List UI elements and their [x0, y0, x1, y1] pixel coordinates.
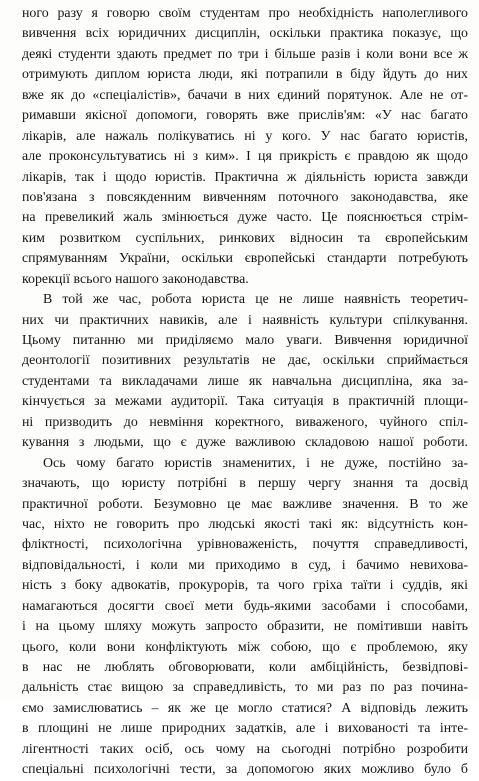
text-line: отримують диплом юриста люди, які потрапили в біду йдуть до них: [22, 67, 468, 83]
text-line: ного разу я говорю своїм студентам про необхідність наполегливого: [22, 6, 468, 21]
text-line: в нас не люблять обговорювати, коли амбіційність, безвідпові-: [22, 660, 468, 675]
text-line: час, ніхто не говорить про людські якості такі як: відсутність кон-: [22, 516, 468, 532]
text-line: дальність стає вищою за справедливість, то ми раз по раз починa-: [22, 680, 468, 696]
text-line: лігентності таких осіб, ось чому на сьогодні потрібно розробити: [22, 741, 468, 757]
text-line: значають, що юристу потрібні в першу чергу знання та досвід: [22, 476, 468, 492]
text-line: деякі студенти здають предмет по три і більше разів і коли вони все ж: [22, 46, 468, 62]
text-line: деонтології позитивних результатів не дає, оскільки сприймається: [22, 353, 468, 369]
text-line: ність з боку адвокатів, прокурорів, та чого гріха таїти і суддів, які: [22, 578, 468, 594]
text-line: ні призводить до невміння коректного, виваженого, чуйного спіл-: [22, 414, 468, 430]
text-line: ким розвитком суспільних, ринкових відносин та європейським: [22, 230, 468, 246]
document-body: [22, 4, 468, 781]
text-line: них чи практичних навиків, але і наявність культури спілкування.: [22, 312, 468, 328]
text-line: вже як до «спеціалістів», бачачи в них єдиний порятунок. Але не от-: [22, 87, 468, 103]
text-line: корекції всього нашого законодавства.: [22, 271, 249, 287]
paragraph-1: [22, 4, 468, 290]
text-line: в площині не лише природних задатків, але і вихованості та інте-: [22, 721, 468, 737]
text-line: практичної роботи. Безумовно це має важливе значення. В то же: [22, 496, 468, 512]
text-line: вивчення всіх юридичних дисциплін, оскільки практика показує, що: [22, 26, 468, 42]
text-line: на превеликий жаль змінюється дуже часто. Це пояснюється стрім-: [22, 210, 468, 226]
text-line: але проконсультуватись ні з ким». І ця прикрість є правдою як щодо: [22, 149, 468, 165]
text-line: Цьому питанню ми приділяємо мало уваги. Вивчення юридичної: [22, 333, 468, 348]
text-line: відповідальності, і коли ми приходимо в суд, і бачимо невихова-: [22, 557, 468, 573]
text-line: ємо замислюватись – як же це могло статися? А відповідь лежить: [22, 700, 468, 716]
text-line: лікарів, але нажаль полікуватись ні у кого. У нас багато юристів,: [22, 128, 468, 144]
text-line: кування з людьми, що є дуже важливою складовою нашої роботи.: [22, 435, 468, 451]
text-line: і на цьому шляху можуть запросто образити, не помітивши навіть: [22, 619, 468, 635]
text-line: студентами та викладачами лише як навчальна дисципліна, яка за-: [22, 373, 468, 389]
text-line: цього, коли вони конфліктують між собою, що є проблемою, яку: [22, 639, 468, 655]
text-line: кінчується за межами аудиторії. Така ситуація в практичній площи-: [22, 394, 468, 410]
text-line: намагаються досягти своєї мети будь-якими засобами і способами,: [22, 598, 468, 614]
text-line: лікарів, так і щодо юристів. Практична ж діяльність юриста завжди: [22, 169, 468, 185]
text-line: спрямуванням України, оскільки європейські стандарти потребують: [22, 251, 468, 267]
text-line: спеціальні психологічні тести, за допомогою яких можливо було б: [22, 762, 468, 778]
text-line: пов'язана з повсякденним вивченням поточного законодавства, яке: [22, 189, 468, 205]
paragraph-2: [22, 290, 468, 454]
text-line: фліктності, психологічна урівноваженість, почуття справедливості,: [22, 537, 468, 553]
text-line: римавши якісної допомоги, говорять вже прислів'ям: «У нас багато: [22, 108, 468, 124]
paragraph-3: [22, 454, 468, 781]
text-line: В той же час, робота юриста це не лише наявність теоретич-: [43, 292, 468, 308]
text-line: Ось чому багато юристів знаменитих, і не дуже, постійно за-: [43, 455, 468, 471]
